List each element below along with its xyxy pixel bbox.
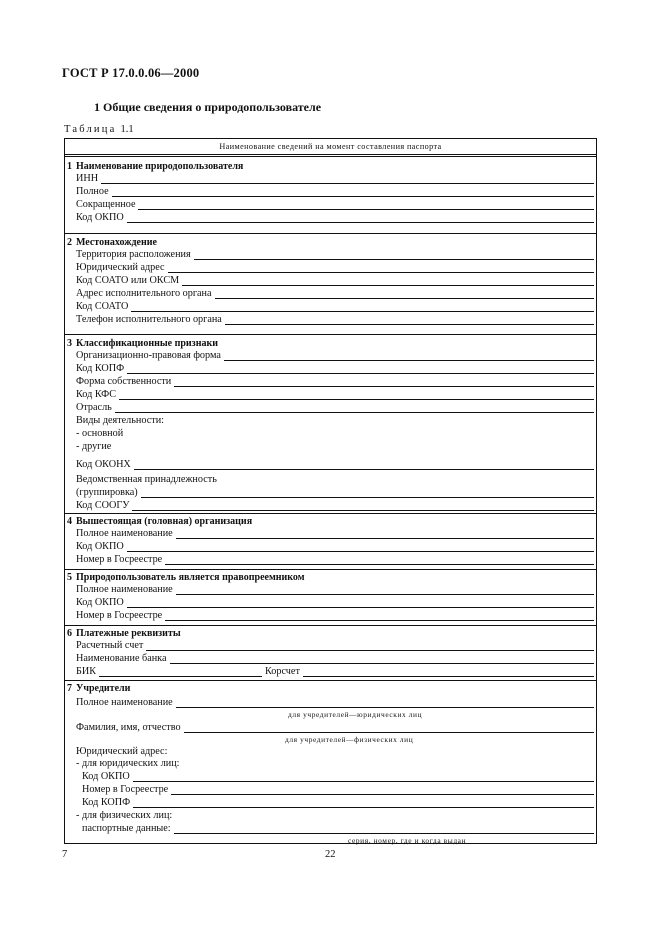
field-for-individuals: - для физических лиц:	[76, 810, 173, 821]
field-full-name: Полное	[76, 184, 594, 197]
field-parent-registry: Номер в Госреестре	[76, 552, 594, 565]
field-founder-okpo: Код ОКПО	[82, 769, 594, 782]
section-divider	[65, 569, 596, 570]
field-exec-address: Адрес исполнительного органа	[76, 286, 594, 299]
passport-table	[64, 138, 597, 844]
field-for-legal-entities: - для юридических лиц:	[76, 758, 180, 769]
section-1-title: 1 Наименование природопользователя	[67, 161, 244, 172]
field-kfs: Код КФС	[76, 387, 594, 400]
table-caption-word: Таблица	[64, 124, 117, 135]
field-exec-phone: Телефон исполнительного органа	[76, 312, 594, 325]
field-industry: Отрасль	[76, 400, 594, 413]
field-activities: Виды деятельности:	[76, 415, 164, 426]
note-legal-entities: для учредителей—юридических лиц	[288, 710, 423, 719]
field-soogu: Код СООГУ	[76, 498, 594, 511]
field-bank-name: Наименование банка	[76, 651, 594, 664]
field-activity-main: - основной	[76, 428, 124, 439]
section-7-title: 7 Учредители	[67, 683, 131, 694]
field-passport-data: паспортные данные:	[82, 821, 594, 834]
section-4-title: 4 Вышестоящая (головная) организация	[67, 516, 253, 527]
page-number-left: 7	[62, 849, 68, 860]
section-divider	[65, 680, 596, 681]
field-founder-fio: Фамилия, имя, отчество	[76, 720, 594, 733]
field-successor-okpo: Код ОКПО	[76, 595, 594, 608]
section-divider	[65, 334, 596, 335]
section-title: 1 Общие сведения о природопользователе	[94, 100, 322, 114]
field-parent-full-name: Полное наименование	[76, 526, 594, 539]
page-number-center: 22	[325, 849, 336, 860]
field-ownership-form: Форма собственности	[76, 374, 594, 387]
field-activity-other: - другие	[76, 441, 112, 452]
note-passport: серия, номер, где и когда выдан	[348, 836, 467, 845]
field-founder-legal-address: Юридический адрес:	[76, 746, 168, 757]
field-short-name: Сокращенное	[76, 197, 594, 210]
table-caption	[64, 124, 134, 135]
field-departmental: Ведомственная принадлежность	[76, 474, 217, 485]
table-caption-number: 1.1	[120, 124, 134, 135]
section-5-title: 5 Природопользователь является правопреемником	[67, 572, 305, 583]
field-okpo: Код ОКПО	[76, 210, 594, 223]
section-6-title: 6 Платежные реквизиты	[67, 628, 181, 639]
field-legal-address: Юридический адрес	[76, 260, 594, 273]
field-org-legal-form: Организационно-правовая форма	[76, 348, 594, 361]
section-2-title: 2 Местонахождение	[67, 237, 157, 248]
section-3-title: 3 Классификационные признаки	[67, 338, 218, 349]
field-soato-oksm: Код СОАТО или ОКСМ	[76, 273, 594, 286]
field-okonh: Код ОКОНХ	[76, 457, 594, 470]
note-individuals: для учредителей—физических лиц	[285, 735, 414, 744]
field-soato: Код СОАТО	[76, 299, 594, 312]
field-successor-full-name: Полное наименование	[76, 582, 594, 595]
field-account: Расчетный счет	[76, 638, 594, 651]
field-successor-registry: Номер в Госреестре	[76, 608, 594, 621]
field-founder-full-name: Полное наименование	[76, 695, 594, 708]
section-divider	[65, 625, 596, 626]
field-founder-registry: Номер в Госреестре	[82, 782, 594, 795]
document-code: ГОСТ Р 17.0.0.06—2000	[62, 66, 200, 80]
field-founder-kopf: Код КОПФ	[82, 795, 594, 808]
field-bik-korschet: БИК Корсчет	[76, 664, 594, 677]
field-parent-okpo: Код ОКПО	[76, 539, 594, 552]
field-inn: ИНН	[76, 171, 594, 184]
section-divider	[65, 513, 596, 514]
section-divider	[65, 233, 596, 234]
field-grouping: (группировка)	[76, 485, 594, 498]
field-territory: Территория расположения	[76, 247, 594, 260]
table-header: Наименование сведений на момент составления паспорта	[65, 139, 596, 155]
field-kopf: Код КОПФ	[76, 361, 594, 374]
header-double-line	[65, 156, 596, 157]
